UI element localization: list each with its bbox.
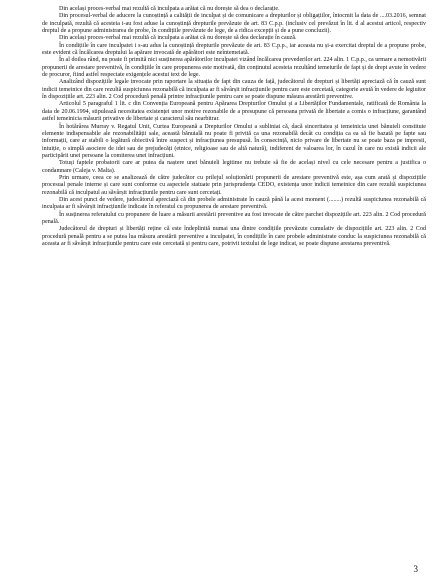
paragraph: Din acest punct de vedere, judecătorul apreciază că din probele administrate în cauză până la acest moment (........) rezultă suspiciunea rezonabilă că inculpata ar fi săvârșit infracțiunile indicate în referatul cu propunerea de arestare preventivă. [42,196,426,211]
paragraph: În hotărârea Murray v. Regatul Unit, Curtea Europeană a Drepturilor Omului a subliniat că, dacă sinceritatea și temeinicia unei bănuieli constituie elemente indispensabile ale rezonabilității sale, această bănuială nu poate fi privită ca una rezonabilă decât cu condiția ca ea să fie bazată pe fapte sau informații, care ar stabili o legătură obiectivă între suspect și infracțiunea presupusă. În consecință, nicio privare de libertate nu se poate baza pe impresii, intuiție, o simplă asociere de idei sau de prejudecăți (etnice, religioase sau de altă natură), indiferent de valoarea lor, în cazul în care nu există indicii ale participării unei persoane la comiterea unei infracțiuni. [42,123,426,159]
paragraph: În susținerea referatului cu propunere de luare a măsurii arestării preventive au fost invocate de către parchet dispozițiile art. 223 alin. 2 Cod procedură penală. [42,211,426,225]
paragraph: Prin urmare, ceea ce se analizează de către judecător cu prilejul soluționării propunerii de arestare preventivă este, așa cum arată și dispozițiile procesual penale interne și care sunt conforme cu aspectele statuate prin jurisprudența CEDO, existența unor indicii temeinice din care rezultă suspiciunea rezonabilă că inculpatul au săvârșit infracțiunile pentru care sunt cercetați. [42,174,426,196]
paragraph: Analizând dispozițiile legale invocate prin raportare la situația de fapt din cauza de față, judecătorul de drepturi și libertăți apreciază că în cauză sunt indicii temeinice din care rezultă suspiciunea rezonabilă că inculpata ar fi săvârșit infracțiunile pentru care este cercetată, categorie avută în vedere de legiuitor în dispozițiile art. 223 alin. 2 Cod procedură penală printre infracțiunile pentru care se poate dispune măsura arestării preventive. [42,79,426,101]
paragraph: Judecătorul de drepturi și libertăți reține că este îndeplinită numai una dintre condițiile prevăzute cumulativ de dispozițiile art. 223 alin. 2 Cod procedură penală pentru a se putea lua măsura arestării preventive a inculpatei, în condițiile în care probele administrate conduc la suspiciunea rezonabilă că aceasta ar fi săvârșit infracțiunile pentru care este cercetată și pentru care, potrivit textului de lege indicat, se poate dispune arestarea preventivă. [42,226,426,247]
document-body [42,6,426,248]
paragraph: Totuși faptele probatorii care ar putea da naștere unei bănuieli legitime nu trebuie să fie de același nivel cu cele necesare pentru a justifica o condamnare (Caleja v. Malta). [42,160,426,174]
paragraph: În condițiile în care inculpatei i s-au adus la cunoștință drepturile prevăzute de art. 83 C.p.p., iar aceasta nu și-a exercitat dreptul de a propune probe, este evident că încălcarea dreptului la apărare invocată de apărători este neîntemeiată. [42,42,426,57]
page-number: 3 [413,564,418,574]
paragraph: Din același proces-verbal mai rezultă că inculpata a arătat că nu dorește să dea o declarație. [59,6,280,12]
paragraph: Articolul 5 paragraful 1 lit. c din Convenția Europeană pentru Apărarea Drepturilor Omului și a Libertăților Fundamentale, ratificată de România la data de 20.06.1994, stipulează necesitatea existenței unor motive rezonabile de a presupune că persoana privată de libertate a comis o infracțiune, garantând astfel temeinicia măsurii privative de libertate și caracterul său nearbitrar. [42,101,426,123]
paragraph: Din același proces-verbal mai rezultă că inculpata a arătat că nu dorește să dea declarație în cauză. [59,35,297,42]
paragraph: Din procesul-verbal de aducere la cunoștință a calității de inculpat și de comunicare a drepturilor și obligațiilor, întocmit la data de ....03.2016, semnat de inculpată, rezultă că acesteia i-au fost aduse la cunoștință drepturile prevăzute de art. 83 C.p.p. (inclusiv cel prevăzut în lit. d al acestui articol, respectiv dreptul de a propune administrarea de probe, în condițiile prevăzute de lege, de a ridica excepții și de a pune concluzii). [42,13,426,35]
paragraph: În al doilea rând, nu poate fi primită nici susținerea apărătorilor inculpatei vizând încălcarea prevederilor art. 224 alin. 1 C.p.p., ca urmare a nemotivării propunerii de arestare preventivă, în condițiile în care propunerea este motivată, din conținutul acesteia rezultând temeiurile de fapt și de drept avute în vedere de procuror, fiind astfel respectate exigențele acestui text de lege. [42,57,426,79]
